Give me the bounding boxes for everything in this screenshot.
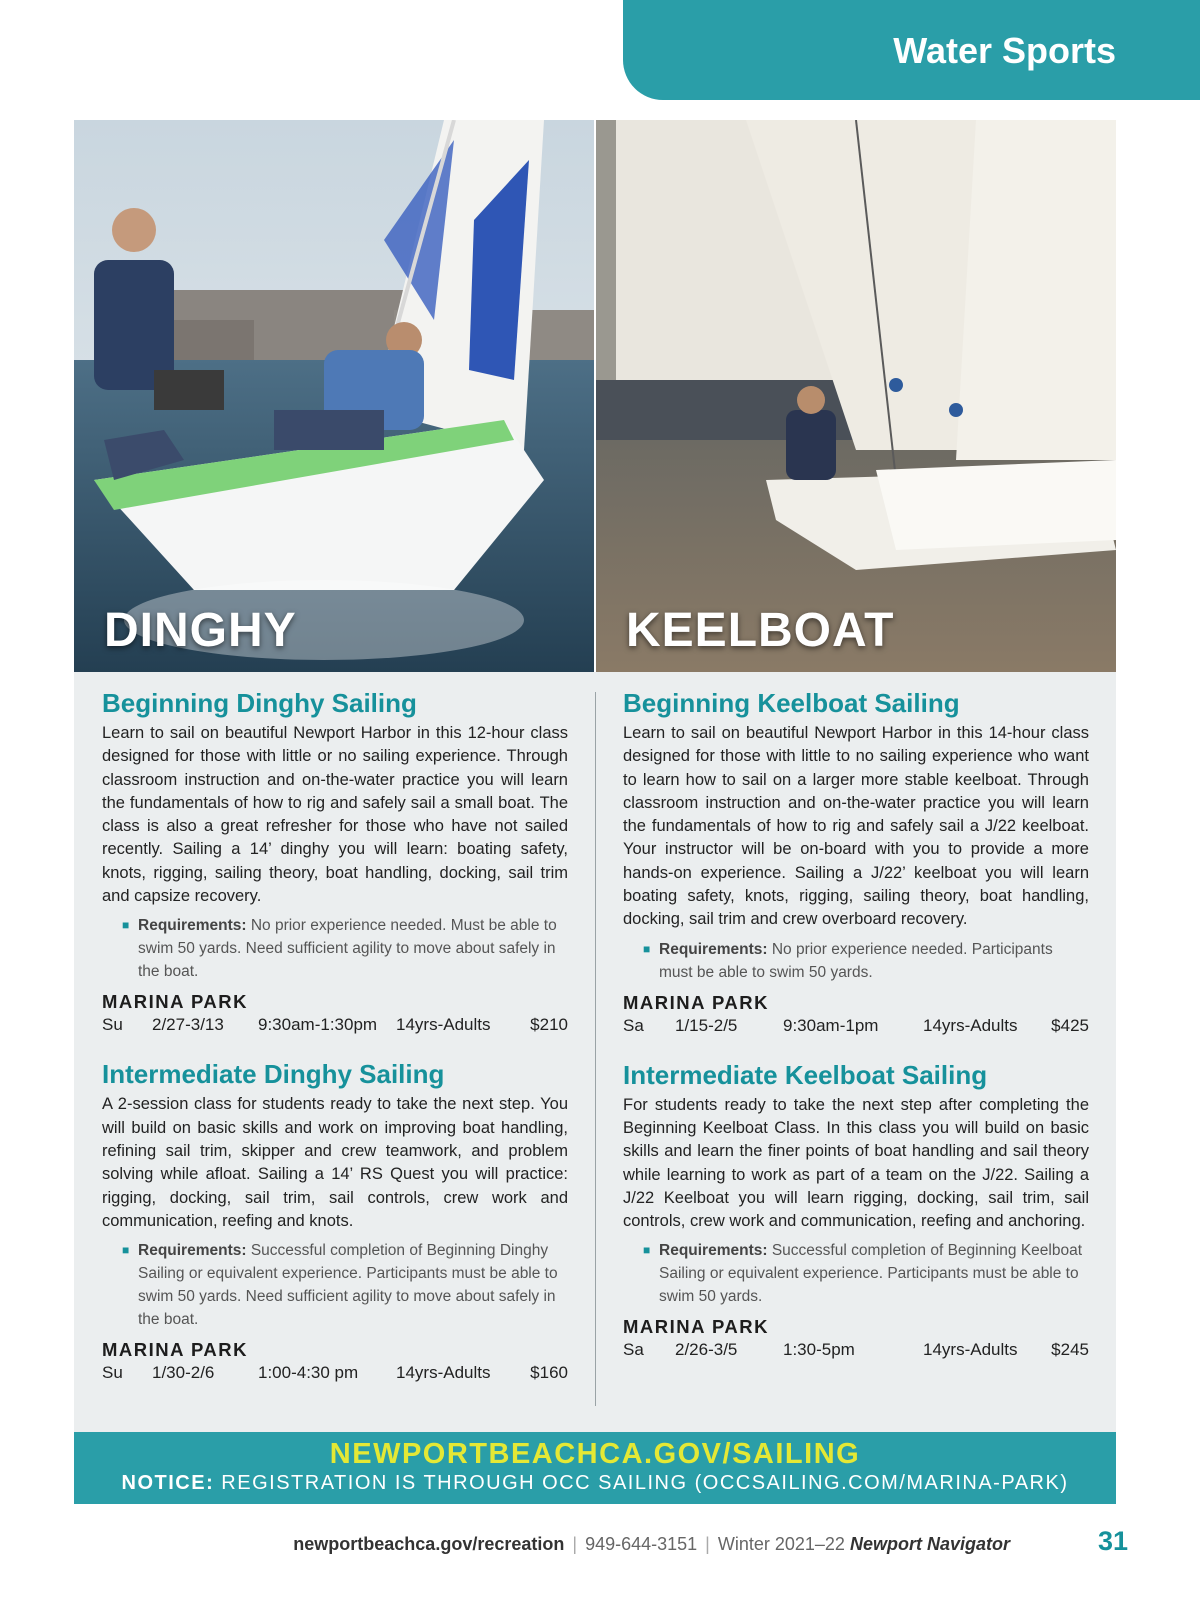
footer-magazine: Newport Navigator (849, 1534, 1010, 1554)
schedule-time: 1:30-5pm (783, 1340, 855, 1360)
schedule-row (102, 1361, 568, 1385)
course-description: Learn to sail on beautiful Newport Harbor in this 12-hour class designed for those with little or no sailing experience. Through classroom instruction and on-the-water practice you will learn the fundamentals of how to rig and safely sail a small boat. The class is also a great refresher for those who have not sailed recently. Sailing a 14’ dinghy you will learn: boating safety, knots, rigging, sailing theory, boat handling, docking, sail trim and capsize recovery. (102, 724, 568, 906)
course-title: Beginning Keelboat Sailing (623, 688, 960, 718)
schedule-fee: $245 (1051, 1340, 1089, 1360)
registration-banner (74, 1432, 1116, 1504)
footer-season: Winter 2021–22 (717, 1534, 845, 1554)
footer-phone: 949-644-3151 (585, 1534, 698, 1554)
page-footer (293, 1534, 1010, 1555)
schedule-fee: $210 (530, 1015, 568, 1035)
schedule-dates: 1/30-2/6 (152, 1363, 215, 1383)
schedule-day: Sa (623, 1340, 644, 1360)
section-tab (623, 0, 1200, 100)
schedule-ages: 14yrs-Adults (923, 1015, 1018, 1035)
schedule-day: Su (102, 1363, 123, 1383)
requirements-text: No prior experience needed. Must be able to swim 50 yards. Need sufficient agility to move about safely in the boat. (138, 917, 557, 981)
registration-notice (74, 1472, 1116, 1495)
schedule-time: 1:00-4:30 pm (258, 1363, 359, 1383)
requirements (643, 938, 1089, 984)
location: MARINA PARK (623, 991, 769, 1013)
bullet-icon: ■ (122, 1243, 130, 1258)
course-beginning-keelboat (623, 686, 1089, 1038)
footer-separator: | (705, 1534, 710, 1554)
keelboat-photo (596, 120, 1116, 672)
footer-website-link[interactable]: newportbeachca.gov/recreation (293, 1534, 565, 1554)
schedule-fee: $160 (530, 1363, 568, 1383)
schedule-fee: $425 (1051, 1015, 1089, 1035)
course-title: Intermediate Dinghy Sailing (102, 1059, 445, 1090)
schedule-ages: 14yrs-Adults (923, 1340, 1018, 1360)
column-divider (595, 692, 596, 1406)
schedule-dates: 2/27-3/13 (152, 1015, 224, 1035)
schedule-dates: 2/26-3/5 (675, 1340, 738, 1360)
course-intermediate-dinghy (102, 1057, 568, 1385)
requirements-text: No prior experience needed. Participants must be able to swim 50 yards. (659, 940, 1053, 981)
location: MARINA PARK (623, 1316, 769, 1338)
requirements-label: Requirements: (138, 1242, 247, 1260)
requirements-label: Requirements: (659, 1242, 768, 1260)
schedule-row (102, 1013, 568, 1037)
page-number: 31 (1098, 1526, 1129, 1556)
schedule-time: 9:30am-1:30pm (258, 1015, 378, 1035)
notice-label: NOTICE: (121, 1472, 215, 1494)
schedule-time: 9:30am-1pm (783, 1015, 879, 1035)
location: MARINA PARK (102, 1339, 248, 1361)
requirements-label: Requirements: (659, 940, 768, 958)
requirements (122, 914, 568, 983)
dinghy-photo (74, 120, 594, 672)
requirements (643, 1239, 1089, 1308)
course-description: For students ready to take the next step after completing the Beginning Keelboat Class. In this class you will build on basic skills and learn the finer points of boat handling and sail theory while learning to work as part of a team on the J/22. Sailing a J/22 Keelboat you will learn rigging, docking, sail trim, sail controls, crew work and communication, reefing and anchoring. (623, 1095, 1089, 1231)
keelboat-column (623, 686, 1089, 1382)
course-title: Intermediate Keelboat Sailing (623, 1059, 988, 1090)
dinghy-illustration (74, 120, 594, 672)
schedule-row (623, 1014, 1089, 1038)
notice-text: REGISTRATION IS THROUGH OCC SAILING (OCCSAILING.COM/MARINA-PARK) (214, 1472, 1069, 1494)
footer-separator: | (572, 1534, 578, 1554)
bullet-icon: ■ (122, 918, 130, 933)
requirements-text: Successful completion of Beginning Dinghy Sailing or equivalent experience. Participants must be able to swim 50 yards. Need sufficient agility to move about safely in the boat. (138, 1242, 558, 1329)
course-beginning-dinghy (102, 686, 568, 1037)
schedule-day: Sa (623, 1015, 644, 1035)
course-description: Learn to sail on beautiful Newport Harbor in this 14-hour class designed for those with little to no sailing experience who want to learn how to sail on a larger more stable keelboat. Through classroom instruction and on-the-water practice you will learn the fundamentals of how to rig and safely sail a J/22 keelboat. Your instructor will be on-board with you to provide a more hands-on experience. Sailing a J/22’ keelboat you will learn boating safety, knots, rigging, sailing theory, boat handling, docking, sail trim and crew overboard recovery. (623, 724, 1089, 929)
schedule-ages: 14yrs-Adults (396, 1363, 491, 1383)
course-title: Beginning Dinghy Sailing (102, 688, 417, 718)
schedule-row (623, 1338, 1089, 1362)
course-description: A 2-session class for students ready to take the next step. You will build on basic skills and work on improving boat handling, refining sail trim, skipper and crew teamwork, and problem solving while afloat. Sailing a 14’ RS Quest you will practice: rigging, docking, sail trim, sail controls, crew work and communication, reefing and knots. (102, 1095, 568, 1230)
location: MARINA PARK (102, 991, 248, 1013)
schedule-day: Su (102, 1015, 123, 1035)
dinghy-label: DINGHY (104, 604, 297, 657)
keelboat-label: KEELBOAT (626, 604, 895, 657)
dinghy-column (102, 686, 568, 1405)
sailing-url-link[interactable]: NEWPORTBEACHCA.GOV/SAILING (329, 1438, 861, 1470)
bullet-icon: ■ (643, 941, 651, 956)
bullet-icon: ■ (643, 1243, 651, 1258)
requirements-text: Successful completion of Beginning Keelboat Sailing or equivalent experience. Participants must be able to swim 50 yards. (659, 1242, 1083, 1306)
schedule-ages: 14yrs-Adults (396, 1015, 491, 1035)
keelboat-illustration (596, 120, 1116, 672)
requirements-label: Requirements: (138, 917, 247, 935)
schedule-dates: 1/15-2/5 (675, 1015, 738, 1035)
section-title: Water Sports (893, 30, 1116, 71)
requirements (122, 1239, 568, 1331)
course-intermediate-keelboat (623, 1058, 1089, 1363)
